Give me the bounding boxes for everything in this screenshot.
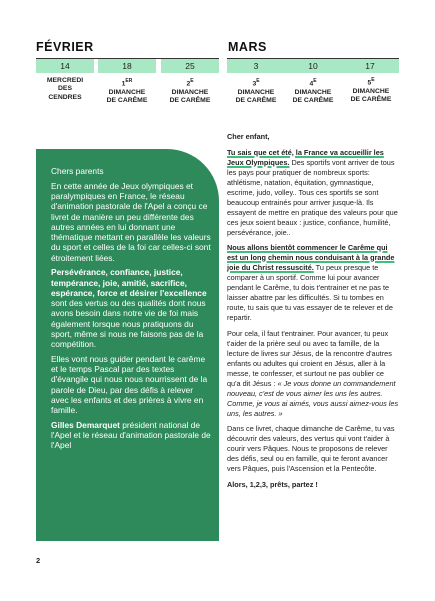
month-fevrier: FÉVRIER: [36, 40, 94, 54]
closing: Alors, 1,2,3, prêts, partez !: [227, 479, 318, 489]
date-label: $4^E$ DIMANCHE DE CARÊME: [292, 78, 334, 104]
parents-letter-panel: [36, 149, 219, 541]
signature: Gilles Demarquet président national de l'Apel et le réseau d'animation pastorale de l'Apel: [51, 419, 211, 451]
date-label: $5^E$ DIMANCHE DE CARÊME: [350, 77, 392, 103]
greeting: Cher enfant,: [227, 132, 270, 141]
date-label: 1ER DIMANCHE DE CARÊME: [106, 78, 148, 104]
paragraph: En cette année de Jeux olympiques et paralympiques en France, le réseau d'animation pastorale de l'Apel a conçu ce livret de manière un peu différente des autres années en lui donnant une thématique mettant en parallèle les valeurs du sport et celles de la foi car celles-ci sont étroitement liées.: [51, 180, 211, 263]
date-label: MERCREDI DES CENDRES: [46, 77, 84, 101]
month-mars: MARS: [228, 40, 267, 54]
date-label: $3^E$ DIMANCHE DE CARÊME: [235, 78, 277, 104]
paragraph: Elles vont nous guider pendant le carême et le temps Pascal par des textes d'évangile qui nous nous nourrissent de la parole de Dieu, par des défis à relever avec les enfants et des prières à vivre en famille.: [51, 353, 208, 415]
paragraph: Persévérance, confiance, justice, tempérance, joie, amitié, sacrifice, espérance, force et désirer l'excellence sont des vertus ou des qualités dont nous avons besoin dans notre vie de foi mais également lorsque nous pratiquons du sport, même si nous ne faisons pas de la compétition.: [51, 267, 207, 349]
date-box: 17: [341, 59, 399, 73]
date-box: 18: [98, 59, 156, 73]
paragraph: Tu sais que cet été, la France va accueillir les Jeux Olympiques. Des sportifs vont arriver de tous les pays pour pratiquer de nombreux sports: athlétisme, natation, équitation, gymnastique, escrime, judo, volley.. Tous ces sportifs se sont beaucoup entrainés pour arriver jusque-là. Ils essayent de mettre en pratique des valeurs pour que ces jeux soient beaux : justice, confiance, humilité, persévérance, joie..: [227, 147, 398, 237]
date-label: $2^E$ DIMANCHE DE CARÊME: [169, 78, 211, 104]
date-box: 10: [284, 59, 342, 73]
date-box: 3: [227, 59, 285, 73]
parents-letter-text: [51, 166, 211, 455]
paragraph: Pour cela, il faut t'entrainer. Pour avancer, tu peux t'aider de la prière seul ou avec ta famille, de la lecture de livres sur Jésus, de la rencontre d'autres enfants ou adultes qui croient en Jésus, aller à la messe, te confesser, et surtout ne pas oublier ce qu'a dit Jésus : « Je vous donne un commandement nouveau, c'est de vous aimer les uns les autres. Comme, je vous ai aimés, vous aussi aimez-vous les uns, les autres. »: [227, 328, 399, 418]
page-number: 2: [36, 556, 41, 565]
date-box: 14: [36, 59, 94, 73]
date-box: 25: [161, 59, 219, 73]
salutation: Chers parents: [51, 166, 104, 176]
paragraph: Nous allons bientôt commencer le Carême qui est un long chemin nous conduisant à la grande joie du Christ ressuscité. Tu peux presque te comparer à un sportif. Comme lui pour avancer pendant le Carême, tu dois t'entrainer et ne pas te laisser abattre par les difficultés. Si tu tombes en route, tu sais que tu vas essayer de te relever et de repartir.: [227, 243, 395, 322]
child-letter: [227, 132, 399, 495]
paragraph: Dans ce livret, chaque dimanche de Carême, tu vas découvrir des valeurs, des vertus qui vont t'aider à courir vers Pâques. Nous te proposons de relever des défis, seul ou en famille, qui te feront avancer vers Pâques, puis l'Ascension et la Pentecôte.: [227, 424, 395, 473]
